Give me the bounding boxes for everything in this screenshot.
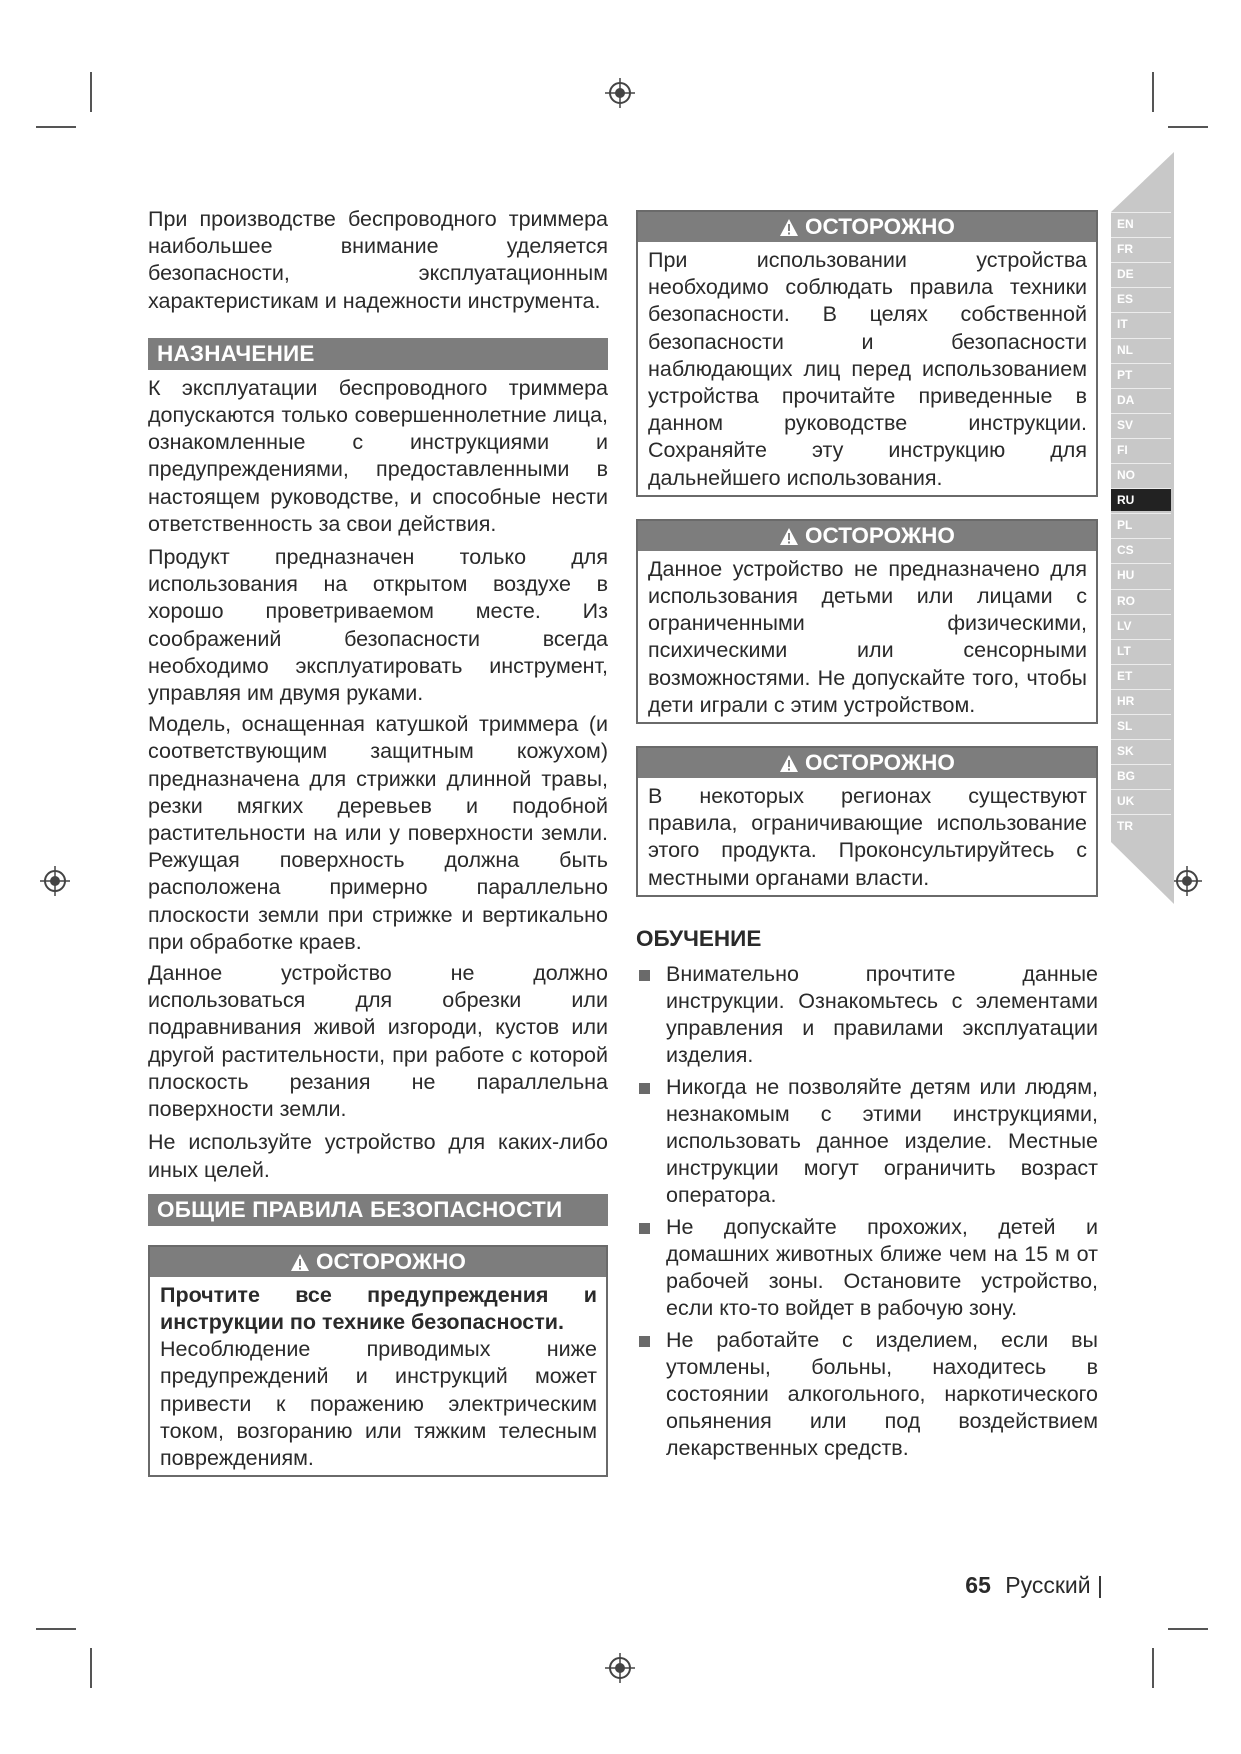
warning-triangle-icon bbox=[779, 218, 799, 237]
crop-mark bbox=[1152, 72, 1154, 112]
purpose-heading: НАЗНАЧЕНИЕ bbox=[148, 338, 608, 370]
language-tab-fr[interactable]: FR bbox=[1111, 237, 1171, 260]
warning-title: ОСТОРОЖНО bbox=[805, 522, 955, 548]
warning-box bbox=[636, 519, 1098, 724]
purpose-paragraph: Модель, оснащенная катушкой триммера (и соответствующим защитным кожухом) предназначена для стрижки длинной травы, резки мягких деревьев и подобной растительности на или у поверхности земли. Режущая поверхность должна быть расположена примерно параллельно плоскости земли при стрижке и вертикально при обработке краев. bbox=[148, 712, 608, 954]
crop-mark bbox=[36, 1628, 76, 1630]
list-item: Внимательно прочтите данные инструкции. Ознакомьтесь с элементами управления и правилами эксплуатации изделия. bbox=[636, 961, 1098, 1070]
warning-bold-text: Прочтите все предупреждения и инструкции по технике безопасности. bbox=[160, 1282, 597, 1334]
purpose-paragraph: К эксплуатации беспроводного триммера допускаются только совершеннолетние лица, ознакомленные с инструкциями и предупреждениями, предоставленными в настоящем руководстве, и способные нести ответственность за свои действия. bbox=[148, 375, 608, 536]
list-item: Не допускайте прохожих, детей и домашних животных ближе чем на 15 м от рабочей зоны. Остановите устройство, если кто-то войдет в рабочую зону. bbox=[636, 1214, 1098, 1323]
crop-mark bbox=[90, 72, 92, 112]
language-tab-sv[interactable]: SV bbox=[1111, 413, 1171, 436]
list-item: Никогда не позволяйте детям или людям, незнакомым с этими инструкциями, использовать данное изделие. Местные инструкции могут ограничить возраст оператора. bbox=[636, 1074, 1098, 1210]
crop-mark bbox=[1152, 1648, 1154, 1688]
training-list bbox=[636, 961, 1098, 1463]
warning-text: При использовании устройства необходимо соблюдать правила техники безопасности. В целях собственной безопасности и безопасности наблюдающих лиц перед использованием устройства прочитайте приведенные в данном руководстве инструкции. Сохраняйте эту инструкцию для дальнейшего использования. bbox=[648, 248, 1087, 490]
language-tab-pt[interactable]: PT bbox=[1111, 363, 1171, 386]
warning-box bbox=[636, 210, 1098, 497]
warning-triangle-icon bbox=[779, 527, 799, 546]
right-column bbox=[636, 210, 1098, 1467]
warning-box bbox=[148, 1245, 608, 1477]
language-tab-cs[interactable]: CS bbox=[1111, 538, 1171, 561]
registration-mark-icon bbox=[1172, 866, 1202, 896]
warning-title: ОСТОРОЖНО bbox=[805, 214, 955, 239]
crop-mark bbox=[36, 126, 76, 128]
page-footer bbox=[965, 1572, 1103, 1599]
language-tab-et[interactable]: ET bbox=[1111, 664, 1171, 687]
language-tab-nl[interactable]: NL bbox=[1111, 338, 1171, 361]
language-tab-it[interactable]: IT bbox=[1111, 312, 1171, 335]
warning-header bbox=[150, 1247, 606, 1277]
warning-header bbox=[638, 748, 1096, 778]
language-tab-pl[interactable]: PL bbox=[1111, 513, 1171, 536]
language-tab-da[interactable]: DA bbox=[1111, 388, 1171, 411]
language-tab-bg[interactable]: BG bbox=[1111, 764, 1171, 787]
registration-mark-icon bbox=[605, 1653, 635, 1683]
language-tab-hr[interactable]: HR bbox=[1111, 689, 1171, 712]
language-tab-bar bbox=[1108, 152, 1174, 904]
warning-triangle-icon bbox=[779, 754, 799, 773]
language-tab-lt[interactable]: LT bbox=[1111, 639, 1171, 662]
language-tab-no[interactable]: NO bbox=[1111, 463, 1171, 486]
warning-box bbox=[636, 746, 1098, 897]
training-heading: ОБУЧЕНИЕ bbox=[636, 925, 762, 951]
purpose-paragraph: Не используйте устройство для каких-либо иных целей. bbox=[148, 1130, 608, 1182]
warning-text: В некоторых регионах существуют правила, ограничивающие использование этого продукта. Проконсультируйтесь с местными органами власти. bbox=[648, 784, 1087, 890]
purpose-paragraph: Данное устройство не должно использоваться для обрезки или подравнивания живой изгороди, кустов или другой растительности, при работе с которой плоскость резания не параллельна поверхности земли. bbox=[148, 961, 608, 1122]
left-column bbox=[148, 206, 608, 1477]
language-tab-hu[interactable]: HU bbox=[1111, 563, 1171, 586]
language-tab-sk[interactable]: SK bbox=[1111, 739, 1171, 762]
language-tab-ru[interactable]: RU bbox=[1111, 488, 1171, 511]
warning-header bbox=[638, 521, 1096, 551]
language-tab-lv[interactable]: LV bbox=[1111, 614, 1171, 637]
warning-title: ОСТОРОЖНО bbox=[805, 750, 955, 776]
registration-mark-icon bbox=[605, 78, 635, 108]
language-tab-ro[interactable]: RO bbox=[1111, 589, 1171, 612]
language-tab-en[interactable]: EN bbox=[1111, 212, 1171, 235]
language-tab-de[interactable]: DE bbox=[1111, 262, 1171, 285]
general-safety-heading: ОБЩИЕ ПРАВИЛА БЕЗОПАСНОСТИ bbox=[148, 1194, 608, 1226]
list-item: Не работайте с изделием, если вы утомлены, больны, находитесь в состоянии алкогольного, наркотического опьянения или под воздействием лекарственных средств. bbox=[636, 1327, 1098, 1463]
purpose-paragraph: Продукт предназначен только для использования на открытом воздухе в хорошо проветриваемом месте. Из соображений безопасности всегда необходимо эксплуатировать инструмент, управляя им двумя руками. bbox=[148, 545, 608, 706]
language-tab-tr[interactable]: TR bbox=[1111, 814, 1171, 837]
footer-language: Русский | bbox=[1005, 1572, 1103, 1598]
language-tab-sl[interactable]: SL bbox=[1111, 714, 1171, 737]
warning-triangle-icon bbox=[290, 1253, 310, 1272]
warning-text: Данное устройство не предназначено для использования детьми или лицами с ограниченными физическими, психическими или сенсорными возможностями. Не допускайте того, чтобы дети играли с этим устройством. bbox=[648, 556, 1087, 717]
page-number: 65 bbox=[965, 1572, 991, 1598]
registration-mark-icon bbox=[40, 866, 70, 896]
intro-paragraph: При производстве беспроводного триммера наибольшее внимание уделяется безопасности, эксплуатационным характеристикам и надежности инструмента. bbox=[148, 207, 608, 313]
warning-header bbox=[638, 212, 1096, 242]
warning-text: Несоблюдение приводимых ниже предупреждений и инструкций может привести к поражению электрическим током, возгоранию или тяжким телесным повреждениям. bbox=[160, 1337, 597, 1470]
crop-mark bbox=[1168, 1628, 1208, 1630]
crop-mark bbox=[1168, 126, 1208, 128]
warning-title: ОСТОРОЖНО bbox=[316, 1248, 466, 1274]
language-tab-uk[interactable]: UK bbox=[1111, 789, 1171, 812]
language-tab-es[interactable]: ES bbox=[1111, 287, 1171, 310]
language-tab-fi[interactable]: FI bbox=[1111, 438, 1171, 461]
crop-mark bbox=[90, 1648, 92, 1688]
